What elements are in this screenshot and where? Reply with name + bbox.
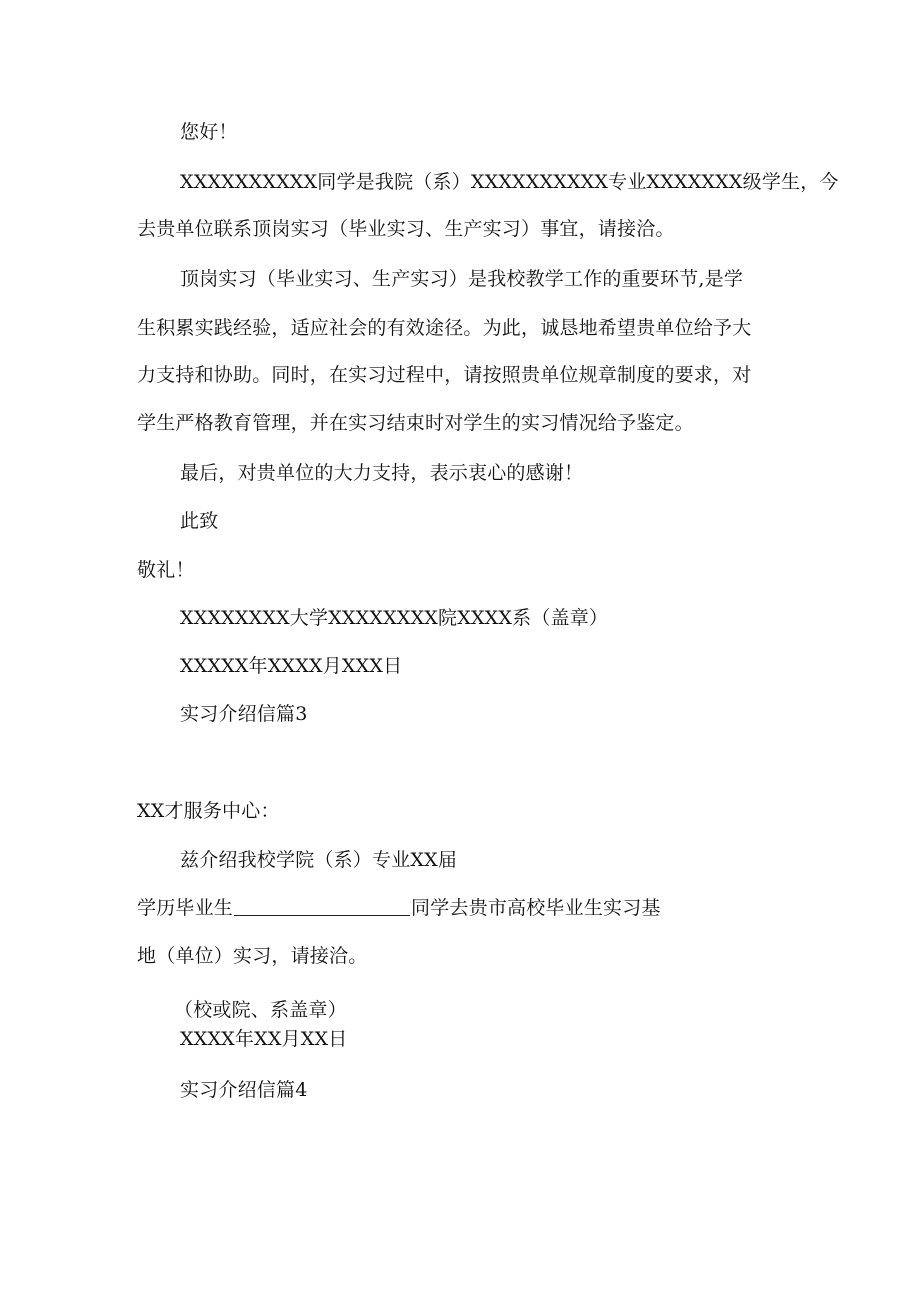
date-line: XXXXX年XXXX月XXX日 [180,655,403,677]
section-4-heading: 实习介绍信篇4 [180,1079,308,1101]
intro-line-2: 去贵单位联系顶岗实习（毕业实习、生产实习）事宜，请接洽。 [137,218,675,240]
name-blank-field [234,897,410,916]
intro-line-1: XXXXXXXXXX同学是我院（系）XXXXXXXXXX专业XXXXXXX级学生，今 [180,171,839,193]
body-line-4: 学生严格教育管理，并在实习结束时对学生的实习情况给予鉴定。 [137,412,694,434]
section-3-heading: 实习介绍信篇3 [180,703,308,725]
introduction-line-2 [137,896,661,920]
practice-base-text: 同学去贵市高校毕业生实习基 [411,897,661,919]
stamp-note: （校或院、系盖章） [174,999,347,1021]
closing-jing-li: 敬礼！ [137,559,195,581]
introduction-line-3: 地（单位）实习，请接洽。 [137,945,368,967]
body-line-3: 力支持和协助。同时，在实习过程中，请按照贵单位规章制度的要求，对 [137,364,752,386]
signature-line: XXXXXXXX大学XXXXXXXX院XXXX系（盖章） [180,607,609,629]
body-line-2: 生积累实践经验，适应社会的有效途径。为此，诚恳地希望贵单位给予大 [137,317,752,339]
body-line-1: 顶岗实习（毕业实习、生产实习）是我校教学工作的重要环节,是学 [180,268,744,290]
thanks-line: 最后，对贵单位的大力支持，表示衷心的感谢！ [180,462,584,484]
closing-ci-zhi: 此致 [180,510,219,532]
greeting: 您好！ [180,121,238,143]
recipient-line: XX才服务中心： [137,800,280,822]
section-3-date: XXXX年XX月XX日 [180,1028,348,1050]
introduction-line-1: 兹介绍我校学院（系）专业XX届 [180,849,458,871]
graduate-label: 学历毕业生 [137,897,234,919]
